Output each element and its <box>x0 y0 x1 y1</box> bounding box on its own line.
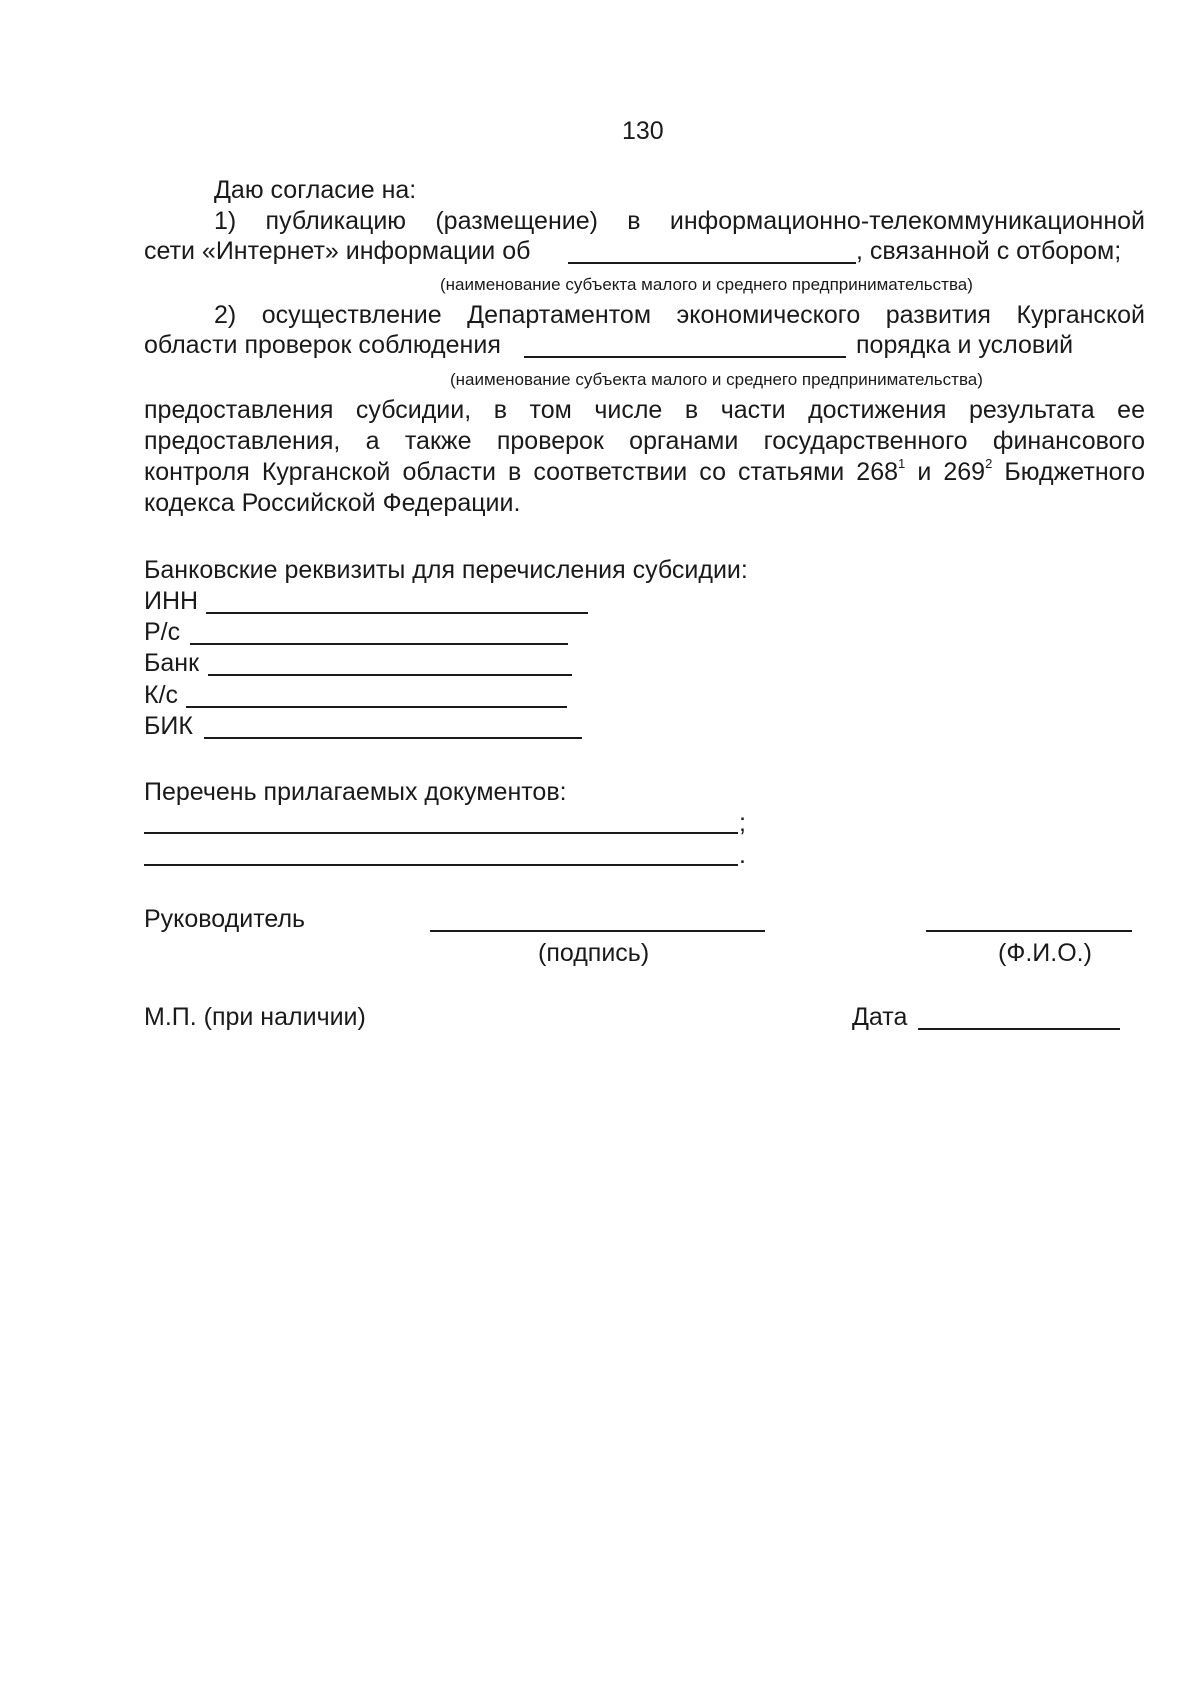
documents-heading: Перечень прилагаемых документов: <box>144 778 567 806</box>
bank-inn-field[interactable] <box>206 612 588 614</box>
consent-item1-caption: (наименование субъекта малого и среднего предпринимательства) <box>440 275 973 294</box>
name-field[interactable] <box>926 930 1132 932</box>
consent-item2-line3: предоставления субсидии, в том числе в части достижения результата ее <box>144 396 1145 424</box>
bank-bik-label: БИК <box>144 712 193 740</box>
consent-item2-line2-before: области проверок соблюдения <box>144 331 501 359</box>
bank-ks-label: К/с <box>144 681 179 709</box>
consent-item2-line6: кодекса Российской Федерации. <box>144 489 521 517</box>
bank-heading: Банковские реквизиты для перечисления субсидии: <box>144 556 748 584</box>
document-line-2-end: . <box>739 841 746 869</box>
stamp-label: М.П. (при наличии) <box>144 1003 366 1031</box>
signature-caption: (подпись) <box>538 939 650 967</box>
consent-item2-line1: 2) осуществление Департаментом экономического развития Курганской <box>214 301 1145 329</box>
footnote-sup-2: 2 <box>985 455 993 471</box>
consent-item2-line2-after: порядка и условий <box>856 331 1074 359</box>
item1-blank-line[interactable] <box>568 262 856 264</box>
signature-field[interactable] <box>430 930 765 932</box>
document-line-1-end: ; <box>739 809 746 837</box>
bank-rs-label: Р/с <box>144 618 181 646</box>
item2-blank-line[interactable] <box>524 356 846 358</box>
document-line-1[interactable] <box>144 832 738 834</box>
date-field[interactable] <box>918 1028 1120 1030</box>
bank-rs-field[interactable] <box>190 643 568 645</box>
bank-bank-field[interactable] <box>208 674 572 676</box>
bank-bank-label: Банк <box>144 649 200 677</box>
name-caption: (Ф.И.О.) <box>998 939 1092 967</box>
bank-ks-field[interactable] <box>186 706 567 708</box>
footnote-sup-1: 1 <box>898 455 906 471</box>
date-label: Дата <box>852 1003 908 1031</box>
consent-item1-line1: 1) публикацию (размещение) в информационно-телекоммуникационной <box>214 207 1145 235</box>
bank-bik-field[interactable] <box>204 737 582 739</box>
head-label: Руководитель <box>144 905 306 933</box>
consent-item1-line2-after: , связанной с отбором; <box>856 237 1122 265</box>
consent-item2-line4: предоставления, а также проверок органами государственного финансового <box>144 427 1145 455</box>
bank-inn-label: ИНН <box>144 587 199 615</box>
consent-item1-line2-before: сети «Интернет» информации об <box>144 237 531 265</box>
page-number: 130 <box>622 117 664 145</box>
consent-intro: Даю согласие на: <box>214 176 417 204</box>
document-line-2[interactable] <box>144 864 738 866</box>
consent-item2-caption: (наименование субъекта малого и среднего предпринимательства) <box>450 370 983 389</box>
consent-item2-line5: контроля Курганской области в соответствии со статьями $268^1$ и $269^2$ Бюджетного <box>144 455 1146 486</box>
